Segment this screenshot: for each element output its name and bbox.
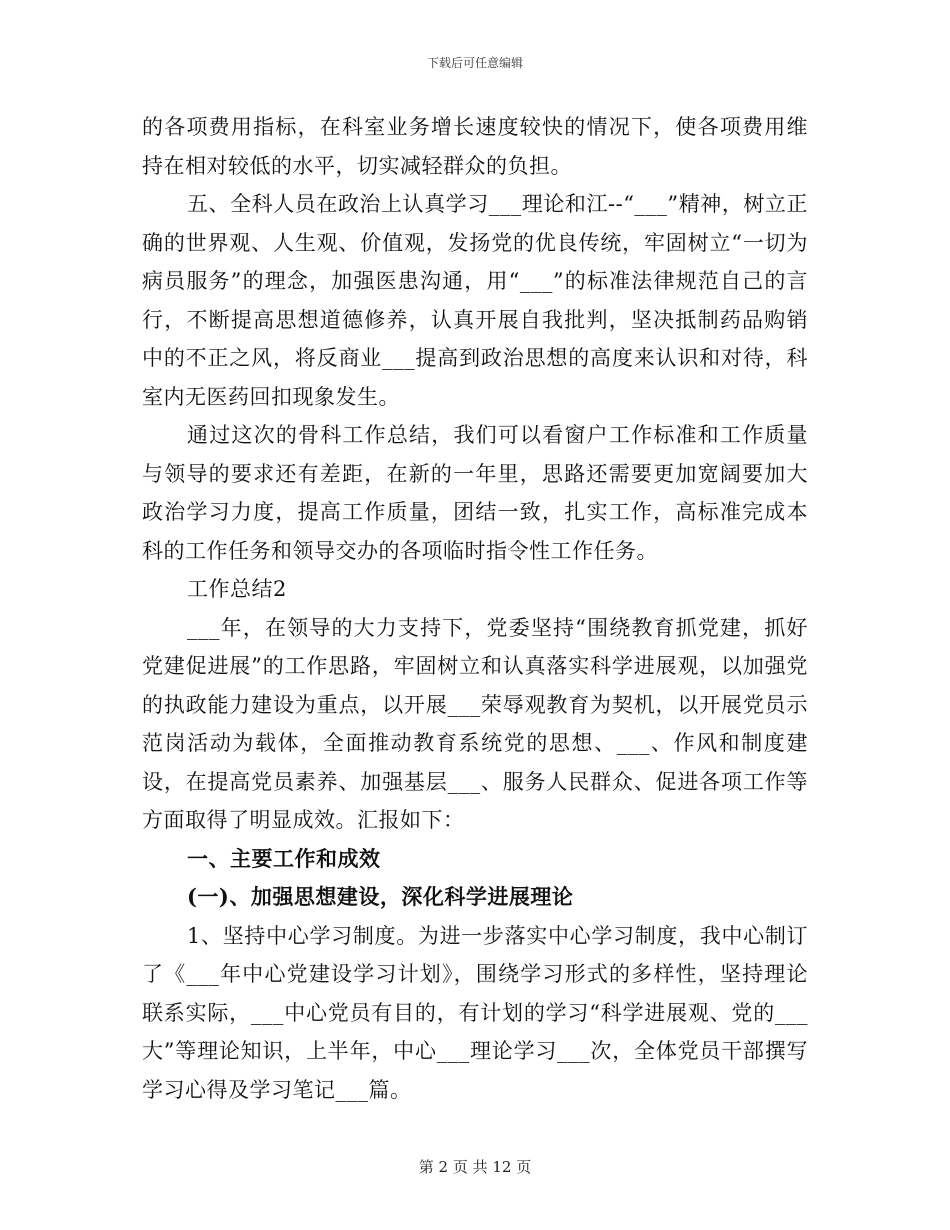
page-footer: 第 2 页 共 12 页	[418, 1158, 532, 1176]
paragraph-summary: 通过这次的骨科工作总结，我们可以看窗户工作标准和工作质量与领导的要求还有差距，在新的一年里，思路还需要更加宽阔要加大政治学习力度，提高工作质量，团结一致，扎实工作，高标准完成本科的工作任务和领导交办的各项临时指令性工作任务。	[142, 423, 808, 563]
paragraph-section-five: 五、全科人员在政治上认真学习___理论和江--“___”精神，树立正确的世界观、人生观、价值观，发扬党的优良传统，牢固树立“一切为病员服务”的理念，加强医患沟通，用“___”的标准法律规范自己的言行，不断提高思想道德修养，认真开展自我批判，坚决抵制药品购销中的不正之风，将反商业___提高到政治思想的高度来认识和对待，科室内无医药回扣现象发生。	[142, 192, 808, 409]
paragraph-item-1: 1、坚持中心学习制度。为进一步落实中心学习制度，我中心制订了《___年中心党建设学习计划》，围绕学习形式的多样性，坚持理论联系实际，___中心党员有目的，有计划的学习“科学进展观、党的___大”等理论知识，上半年，中心___理论学习___次，全体党员干部撰写学习心得及学习笔记___篇。	[142, 923, 808, 1102]
document-body	[142, 108, 808, 1109]
page-header: 下载后可任意编辑	[426, 56, 523, 70]
subheading-ideology: (一)、加强思想建设，深化科学进展理论	[187, 884, 574, 909]
paragraph-continued: 的各项费用指标，在科室业务增长速度较快的情况下，使各项费用维持在相对较低的水平，切实减轻群众的负担。	[142, 115, 808, 178]
section-title-work-summary-2: 工作总结2	[187, 577, 287, 601]
paragraph-intro: ___年，在领导的大力支持下，党委坚持“围绕教育抓党建，抓好党建促进展”的工作思路，牢固树立和认真落实科学进展观，以加强党的执政能力建设为重点，以开展___荣辱观教育为契机，以开展党员示范岗活动为载体，全面推动教育系统党的思想、___、作风和制度建设，在提高党员素养、加强基层___、服务人民群众、促进各项工作等方面取得了明显成效。汇报如下：	[142, 615, 808, 832]
heading-main-work: 一、主要工作和成效	[187, 845, 381, 871]
